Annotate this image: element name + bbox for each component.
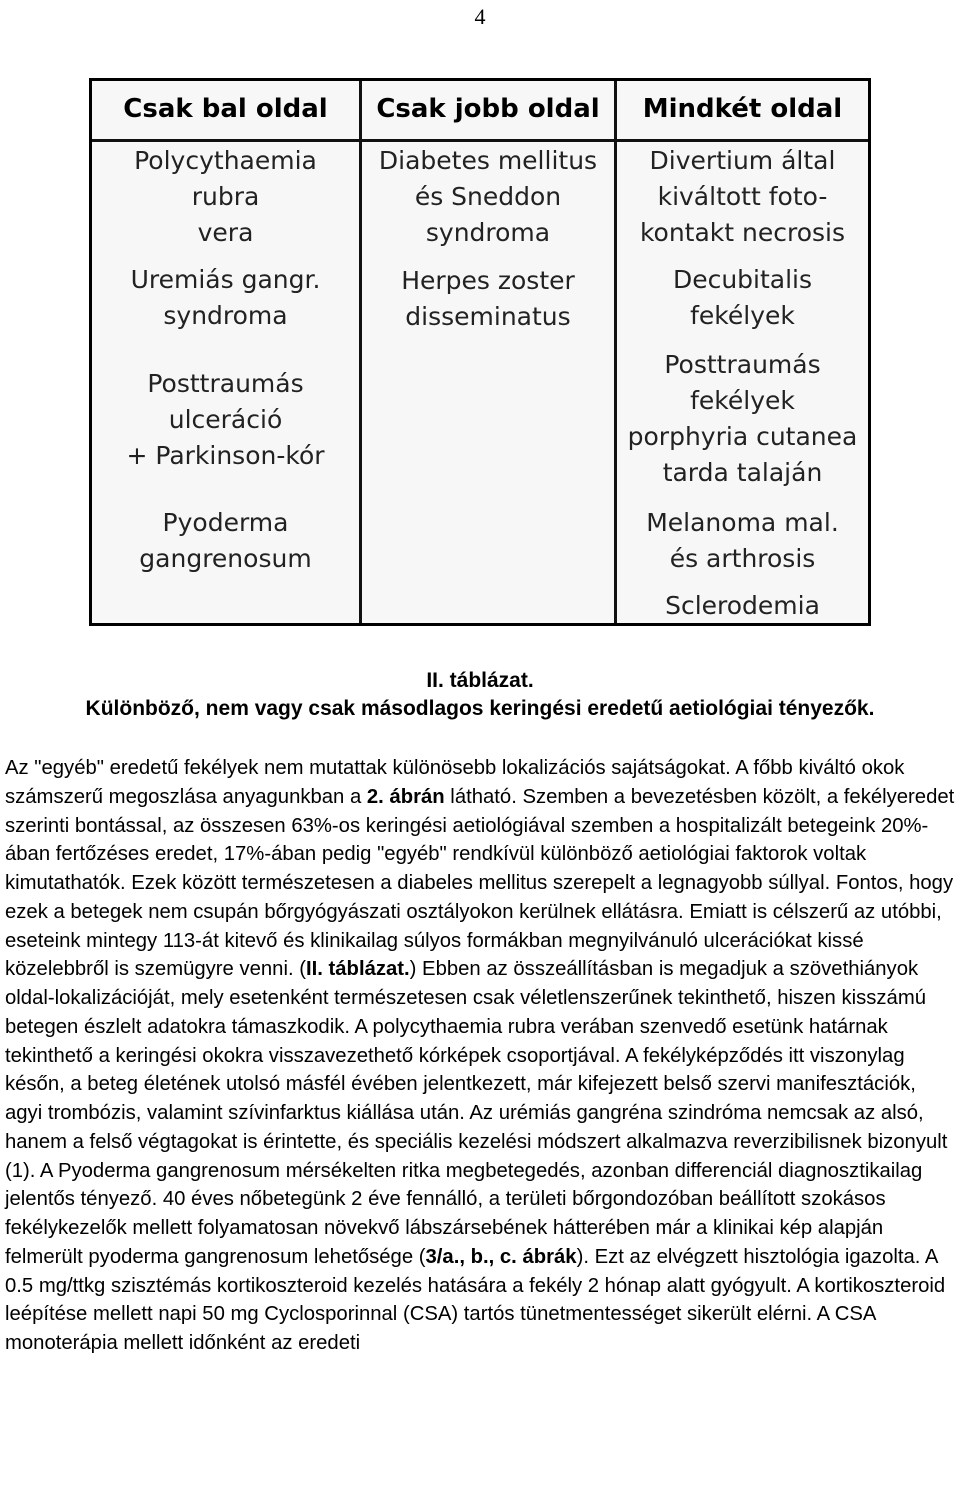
header-divider bbox=[92, 139, 868, 142]
page-number: 4 bbox=[474, 4, 486, 29]
both-cell-posttraumas: Posttraumás fekélyek porphyria cutanea tarda talaján bbox=[627, 350, 858, 487]
left-cell-posttraumas: Posttraumás ulceráció + Parkinson-kór bbox=[126, 369, 325, 470]
figure-reference: 2. ábrán bbox=[366, 785, 445, 808]
left-cell-pyoderma: Pyoderma gangrenosum bbox=[139, 508, 312, 573]
both-cell-divertium: Divertium által kiváltott foto- kontakt necrosis bbox=[639, 146, 846, 247]
text-segment: látható. Szemben a bevezetésben közölt, a fekélyeredet szerinti bontással, az összesen 63%-os keringési aetiológiával szemben a hospitalizált betegeink 20%-ában fertőzéses eredet, 17%-ában pedig "egyéb" rendkívül különböző aetiológiai faktorok voltak kimutathatók. Ezek között természetesen a diabeles mellitus szerepelt a legnagyobb súllyal. Fontos, hogy ezek a betegek nem csupán bőrgyógyászati osztályokon kerülnek ellátásra. Emiatt is célszerű az utóbbi, eseteink mintegy 113-át kitevő és klinikailag súlyos formákban megnyilvánuló ulcerációkat kissé közelebbről is szemügyre venni. ( bbox=[5, 785, 955, 981]
table-caption-title: II. táblázat. bbox=[426, 669, 534, 692]
text-segment: Az "egyéb" eredetű fekélyek nem mutattak különösebb lokalizációs sajátságokat. A főbb kiváltó okok számszerű megoszlása anyagunkban a bbox=[5, 757, 905, 808]
figure-reference: 3/a., b., c. ábrák bbox=[425, 1245, 577, 1268]
right-cell-herpes: Herpes zoster disseminatus bbox=[401, 266, 575, 331]
header-right-only: Csak jobb oldal bbox=[376, 94, 600, 124]
both-cell-decubitalis: Decubitalis fekélyek bbox=[672, 265, 813, 330]
both-cell-melanoma: Melanoma mal. és arthrosis bbox=[646, 508, 839, 573]
lateralization-table-figure bbox=[89, 78, 871, 626]
text-segment: ) Ebben az összeállításban is megadjuk a szövethiányok oldal-lokalizációját, mely esetenként természetesen csak véletlenszerűnek tekinthető, hiszen kisszámú betegen észlelt adatokra támaszkodik. A polycythaemia rubra verában szenvedő esetünk határnak tekinthető a keringési okokra visszavezethető kórképek csoportjával. A fekélyképződés itt viszonylag későn, a beteg életének utolsó másfél évében jelentkezett, már kifejezett belső szervi manifesztációk, agyi trombózis, valamint szívinfarktus kiállása után. Az urémiás gangréna szindróma nemcsak az alsó, hanem a felső végtagokat is érintette, és speciális kezelési módszert alkalmazva reverzibilisnek bizonyult (1). A Pyoderma gangrenosum mérsékelten ritka megbetegedés, azonban differenciál diagnosztikailag jelentős tényező. 40 éves nőbetegünk 2 éve fennálló, a területi bőrgondozóban beállított szokásos fekélykezelők mellett folyamatosan növekvő lábszársebének hátterében már a klinikai kép alapján felmerült pyoderma gangrenosum lehetősége ( bbox=[5, 958, 948, 1268]
table-caption-subtitle: Különböző, nem vagy csak másodlagos keringési eredetű aetiológiai tényezők. bbox=[85, 697, 875, 720]
both-cell-sclerodemia: Sclerodemia bbox=[665, 591, 820, 620]
table-reference: II. táblázat. bbox=[305, 958, 410, 981]
body-paragraph bbox=[5, 754, 957, 1358]
left-cell-polycythaemia: Polycythaemia rubra vera bbox=[134, 146, 317, 247]
right-cell-diabetes: Diabetes mellitus és Sneddon syndroma bbox=[378, 146, 598, 247]
left-cell-uremias: Uremiás gangr. syndroma bbox=[130, 265, 321, 330]
text-segment: ). Ezt az elvégzett hisztológia igazolta. A 0.5 mg/ttkg szisztémás kortikoszteroid kezelés hatására a fekély 2 hónap alatt gyógyult. A kortikoszteroid leépítése mellett napi 50 mg Cyclosporinnal (CSA) tartós tünetmentességet sikerült elérni. A CSA monoterápia mellett időnként az eredeti bbox=[5, 1245, 946, 1354]
header-left-only: Csak bal oldal bbox=[123, 94, 328, 124]
header-both-sides: Mindkét oldal bbox=[642, 94, 843, 124]
